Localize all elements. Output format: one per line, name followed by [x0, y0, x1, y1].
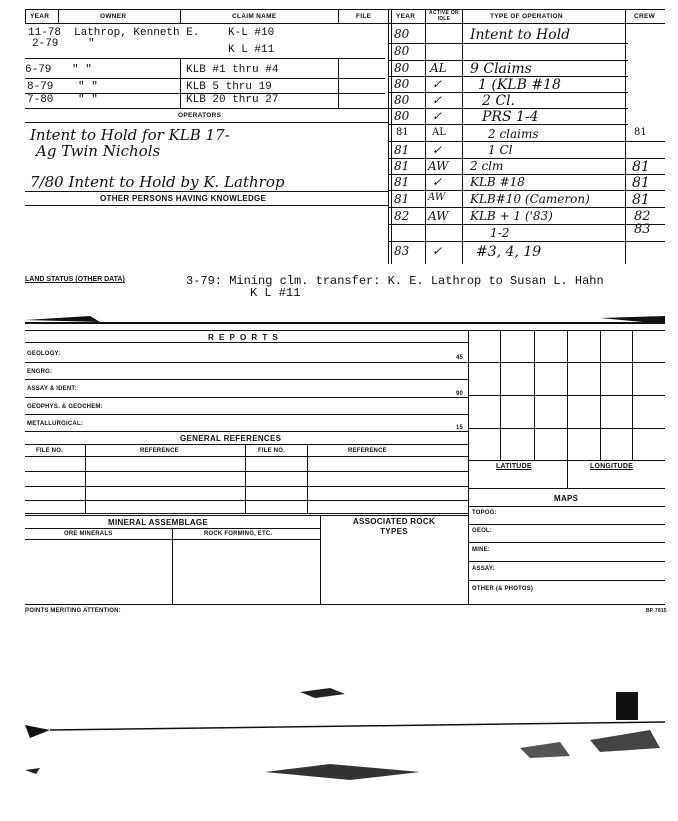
land-status-text-1: 3-79: Mining clm. transfer: K. E. Lathrop to Susan L. Hahn: [186, 274, 604, 288]
op8-status: ✓: [432, 143, 443, 157]
row1-owner: Lathrop, Kenneth E.: [74, 27, 200, 39]
row1-claim: K-L #10: [228, 27, 275, 39]
op9-crew: 81: [632, 159, 650, 175]
geology-label: GEOLOGY:: [27, 351, 61, 357]
ore-minerals-header: ORE MINERALS: [64, 531, 113, 537]
op8-year: 81: [394, 143, 410, 157]
op12-status: AW: [428, 209, 449, 223]
longitude-label: LONGITUDE: [590, 463, 634, 470]
associated-rock-types: ASSOCIATED ROCK TYPES: [352, 517, 436, 536]
row5-year: 7-80: [27, 94, 54, 106]
reference2-header: REFERENCE: [348, 448, 387, 454]
maps-geol: GEOL:: [472, 528, 492, 534]
file-no-header: FILE NO.: [36, 448, 63, 454]
op11-status: AW: [428, 192, 446, 203]
op1-year: 80: [394, 27, 410, 41]
operators-note-2: Ag Twin Nichols: [36, 142, 161, 160]
maps-assay: ASSAY:: [472, 566, 495, 572]
op10-crew: 81: [632, 175, 650, 191]
year2-header: YEAR: [396, 13, 416, 20]
row4-claim: KLB 5 thru 19: [186, 81, 272, 93]
metallurgical-num: 15: [456, 425, 464, 431]
reference-header: REFERENCE: [140, 448, 179, 454]
op11-year: 81: [394, 192, 410, 206]
op14-status: ✓: [432, 244, 443, 258]
assay-num: 90: [456, 391, 464, 397]
land-status-label: LAND STATUS (OTHER DATA): [25, 276, 125, 283]
reports-title: R E P O R T S: [208, 333, 280, 342]
op2-year: 80: [394, 44, 410, 58]
operators-note-1: Intent to Hold for KLB 17-: [30, 126, 230, 144]
op7-year: 81: [396, 127, 409, 138]
op5-type: 2 Cl.: [482, 93, 515, 109]
op5-year: 80: [394, 93, 410, 107]
claim-name-header: CLAIM NAME: [232, 13, 277, 20]
row5-claim: KLB 20 thru 27: [186, 94, 279, 106]
row3-claim: KLB #1 thru #4: [186, 64, 279, 76]
crew-header: CREW: [634, 13, 656, 20]
op6-type: PRS 1-4: [482, 109, 539, 125]
op4-status: ✓: [432, 77, 443, 91]
maps-title: MAPS: [554, 494, 579, 503]
file-header: FILE: [356, 13, 372, 20]
op3-status: AL: [430, 61, 447, 75]
owner-header: OWNER: [100, 13, 127, 20]
op10-status: ✓: [432, 175, 443, 189]
geophys-label: GEOPHYS. & GEOCHEM:: [27, 404, 103, 410]
op6-year: 80: [394, 109, 410, 123]
form-code: BP 7815: [646, 608, 667, 614]
general-references-title: GENERAL REFERENCES: [180, 434, 282, 443]
op3-year: 80: [394, 61, 410, 75]
op11-crew: 81: [632, 192, 650, 208]
type-of-operation-header: TYPE OF OPERATION: [490, 13, 563, 20]
op12-type: KLB + 1 ('83): [470, 209, 553, 223]
op1-type: Intent to Hold: [470, 27, 571, 43]
year-header: YEAR: [30, 13, 50, 20]
engrg-label: ENGRG:: [27, 369, 53, 375]
other-persons-label: OTHER PERSONS HAVING KNOWLEDGE: [100, 194, 267, 203]
op3-type: 9 Claims: [470, 61, 532, 77]
op9-year: 81: [394, 159, 410, 173]
op9-type: 2 clm: [470, 159, 504, 173]
op4-type: 1 (KLB #18: [478, 77, 561, 93]
op10-year: 81: [394, 175, 410, 189]
row3-owner: " ": [72, 64, 92, 76]
op7-crew: 81: [634, 127, 647, 138]
operators-label: OPERATORS: [178, 112, 222, 119]
row2-year: 2-79: [32, 38, 59, 50]
active-idle-header: ACTIVE OR IDLE: [429, 10, 459, 22]
op11-type: KLB#10 (Cameron): [470, 192, 590, 206]
op4-year: 80: [394, 77, 410, 91]
maps-other: OTHER (& PHOTOS): [472, 586, 534, 592]
file-no2-header: FILE NO.: [258, 448, 285, 454]
op6-status: ✓: [432, 109, 443, 123]
row5-owner: " ": [78, 94, 98, 106]
op14-year: 83: [394, 244, 410, 258]
geology-num: 45: [456, 355, 464, 361]
op14-type: #3, 4, 19: [476, 244, 542, 260]
op13-type: 1-2: [490, 226, 510, 240]
latitude-label: LATITUDE: [496, 463, 532, 470]
op5-status: ✓: [432, 93, 443, 107]
op9-status: AW: [428, 159, 449, 173]
land-status-text-2: K L #11: [250, 286, 301, 300]
op10-type: KLB #18: [470, 175, 525, 189]
maps-topog: TOPOG:: [472, 510, 497, 516]
row3-year: 6-79: [25, 64, 52, 76]
mineral-assemblage-title: MINERAL ASSEMBLAGE: [108, 518, 209, 527]
row2-claim: K L #11: [228, 44, 275, 56]
rock-forming-header: ROCK FORMING, ETC.: [204, 531, 273, 537]
op7-type: 2 claims: [488, 127, 539, 141]
metallurgical-label: METALLURGICAL:: [27, 421, 84, 427]
row2-owner: ": [88, 38, 95, 50]
assay-label: ASSAY & IDENT:: [27, 386, 77, 392]
intent-note: 7/80 Intent to Hold by K. Lathrop: [30, 173, 285, 191]
op7-status: AL: [432, 127, 446, 138]
op13-crew: 83: [634, 222, 651, 237]
op8-type: 1 Cl: [488, 143, 513, 157]
row4-year: 8-79: [27, 81, 54, 93]
points-meriting-attention: POINTS MERITING ATTENTION:: [25, 608, 121, 614]
maps-mine: MINE:: [472, 547, 490, 553]
row4-owner: " ": [78, 81, 98, 93]
row1-year: 11-78: [28, 27, 62, 39]
op12-year: 82: [394, 209, 410, 223]
op12-crew: 82: [634, 209, 651, 224]
